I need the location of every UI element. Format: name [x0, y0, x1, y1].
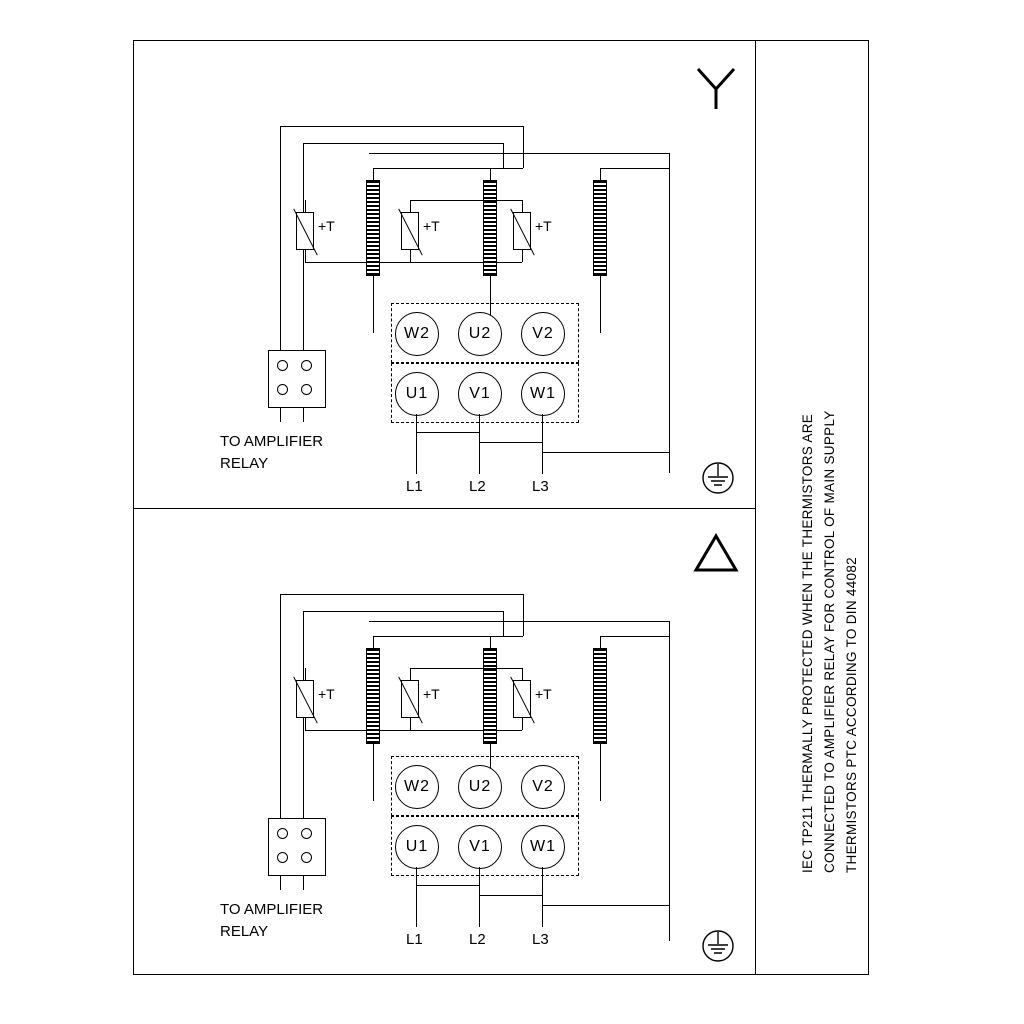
- connector-pin-3: [277, 384, 288, 395]
- diagram-panel-star: [133, 40, 755, 508]
- wire-down-u2: [523, 126, 524, 168]
- wire-top-c: [369, 153, 669, 154]
- coil3-bottom-lead: [600, 743, 601, 801]
- wire-top-b: [303, 143, 503, 144]
- thermistor-1: [296, 680, 314, 718]
- lead-link-a: [416, 885, 479, 886]
- lead-l2: [479, 867, 480, 927]
- coil-top-bus-1: [373, 168, 503, 169]
- thermistor-2: [401, 680, 419, 718]
- note-line-2: CONNECTED TO AMPLIFIER RELAY FOR CONTROL OF MAIN SUPPLY: [822, 410, 837, 873]
- thermistor-2: [401, 212, 419, 250]
- ptc1-top-lead: [305, 200, 306, 212]
- wire-left-down-a: [280, 126, 281, 356]
- wire-top-a: [280, 594, 523, 595]
- supply-label-l3: L3: [532, 931, 549, 948]
- supply-label-l1: L1: [406, 931, 423, 948]
- terminal-w2[interactable]: W2: [395, 312, 439, 356]
- coil2-top-lead: [490, 168, 491, 182]
- thermistor-label-1: +T: [318, 686, 335, 702]
- note-text: [797, 73, 863, 873]
- thermistor-label-2: +T: [423, 686, 440, 702]
- coil1-top-lead: [373, 636, 374, 650]
- star-connection-icon: [690, 65, 742, 111]
- supply-label-l2: L2: [469, 478, 486, 495]
- amplifier-text-line1: TO AMPLIFIER: [220, 433, 324, 450]
- ptc3-bot-lead: [522, 250, 523, 262]
- connector-pin-1: [277, 828, 288, 839]
- delta-connection-icon: [690, 530, 742, 576]
- ptc-link-1: [305, 262, 410, 263]
- terminal-u2[interactable]: U2: [458, 312, 502, 356]
- thermistor-1: [296, 212, 314, 250]
- coil1-top-lead: [373, 168, 374, 182]
- coil2-top-lead: [490, 636, 491, 650]
- lead-link-a: [416, 432, 479, 433]
- winding-coil-3: [593, 648, 607, 744]
- wire-top-a: [280, 126, 523, 127]
- wire-down-w2: [503, 611, 504, 636]
- ptc1-top-lead: [305, 668, 306, 680]
- coil3-bottom-lead: [600, 275, 601, 333]
- terminal-u1[interactable]: U1: [395, 372, 439, 416]
- coil-top-bus-3: [600, 168, 669, 169]
- ptc2-bot-lead: [410, 250, 411, 262]
- ptc-link-2: [410, 262, 522, 263]
- terminal-w1[interactable]: W1: [521, 372, 565, 416]
- thermistor-3: [513, 680, 531, 718]
- note-line-3: THERMISTORS PTC ACCORDING TO DIN 44082: [844, 557, 859, 873]
- lead-link-c: [542, 905, 669, 906]
- connector-pin-2: [301, 828, 312, 839]
- amplifier-connector-block: [268, 350, 326, 408]
- note-column: [760, 40, 870, 975]
- ptc2-top-lead: [410, 200, 411, 212]
- connector-pin-3: [277, 852, 288, 863]
- terminal-v1[interactable]: V1: [458, 372, 502, 416]
- amplifier-connector-block: [268, 818, 326, 876]
- amplifier-text-line2: RELAY: [220, 923, 269, 940]
- wire-top-c: [369, 621, 669, 622]
- note-column-divider: [755, 40, 756, 975]
- thermistor-label-1: +T: [318, 218, 335, 234]
- ptc2-bot-lead: [410, 718, 411, 730]
- terminal-w1[interactable]: W1: [521, 825, 565, 869]
- connector-lead-1: [280, 876, 281, 890]
- lead-link-b: [479, 442, 542, 443]
- wire-right-down: [669, 153, 670, 473]
- terminal-v2[interactable]: V2: [521, 765, 565, 809]
- thermistor-label-3: +T: [535, 686, 552, 702]
- connector-pin-2: [301, 360, 312, 371]
- connector-pin-4: [301, 852, 312, 863]
- amplifier-text-line1: TO AMPLIFIER: [220, 901, 324, 918]
- ptc-link-2: [410, 730, 522, 731]
- terminal-v2[interactable]: V2: [521, 312, 565, 356]
- coil3-top-lead: [600, 636, 601, 650]
- coil-top-bus-2: [490, 636, 523, 637]
- ptc-link-top: [410, 200, 522, 201]
- connector-lead-2: [303, 408, 304, 422]
- lead-link-c: [542, 452, 669, 453]
- wire-left-down-a: [280, 594, 281, 824]
- winding-coil-3: [593, 180, 607, 276]
- terminal-w2[interactable]: W2: [395, 765, 439, 809]
- terminal-u1[interactable]: U1: [395, 825, 439, 869]
- wire-top-b: [303, 611, 503, 612]
- lead-link-b: [479, 895, 542, 896]
- thermistor-label-3: +T: [535, 218, 552, 234]
- thermistor-3: [513, 212, 531, 250]
- lead-l3: [542, 867, 543, 927]
- coil1-bottom-lead: [373, 743, 374, 801]
- coil3-top-lead: [600, 168, 601, 182]
- ptc2-top-lead: [410, 668, 411, 680]
- lead-l2: [479, 414, 480, 474]
- connector-lead-1: [280, 408, 281, 422]
- ptc-link-top: [410, 668, 522, 669]
- ptc-link-1: [305, 730, 410, 731]
- ptc3-bot-lead: [522, 718, 523, 730]
- terminal-v1[interactable]: V1: [458, 825, 502, 869]
- ptc1-bot-lead: [305, 250, 306, 262]
- lead-l3: [542, 414, 543, 474]
- thermistor-label-2: +T: [423, 218, 440, 234]
- lead-l1: [416, 414, 417, 474]
- wire-down-w2: [503, 143, 504, 168]
- amplifier-text-line2: RELAY: [220, 455, 269, 472]
- note-line-1: IEC TP211 THERMALLY PROTECTED WHEN THE THERMISTORS ARE: [800, 413, 815, 873]
- supply-label-l2: L2: [469, 931, 486, 948]
- connector-pin-1: [277, 360, 288, 371]
- lead-l1: [416, 867, 417, 927]
- ptc1-bot-lead: [305, 718, 306, 730]
- wire-down-u2: [523, 594, 524, 636]
- coil-top-bus-2: [490, 168, 523, 169]
- supply-label-l3: L3: [532, 478, 549, 495]
- terminal-u2[interactable]: U2: [458, 765, 502, 809]
- connector-lead-2: [303, 876, 304, 890]
- coil-top-bus-3: [600, 636, 669, 637]
- earth-ground-icon: [698, 928, 738, 964]
- diagram-panel-delta: [133, 508, 755, 976]
- coil-top-bus-1: [373, 636, 503, 637]
- ptc3-top-lead: [522, 200, 523, 212]
- earth-ground-icon: [698, 460, 738, 496]
- connector-pin-4: [301, 384, 312, 395]
- wire-right-down: [669, 621, 670, 941]
- ptc3-top-lead: [522, 668, 523, 680]
- coil1-bottom-lead: [373, 275, 374, 333]
- supply-label-l1: L1: [406, 478, 423, 495]
